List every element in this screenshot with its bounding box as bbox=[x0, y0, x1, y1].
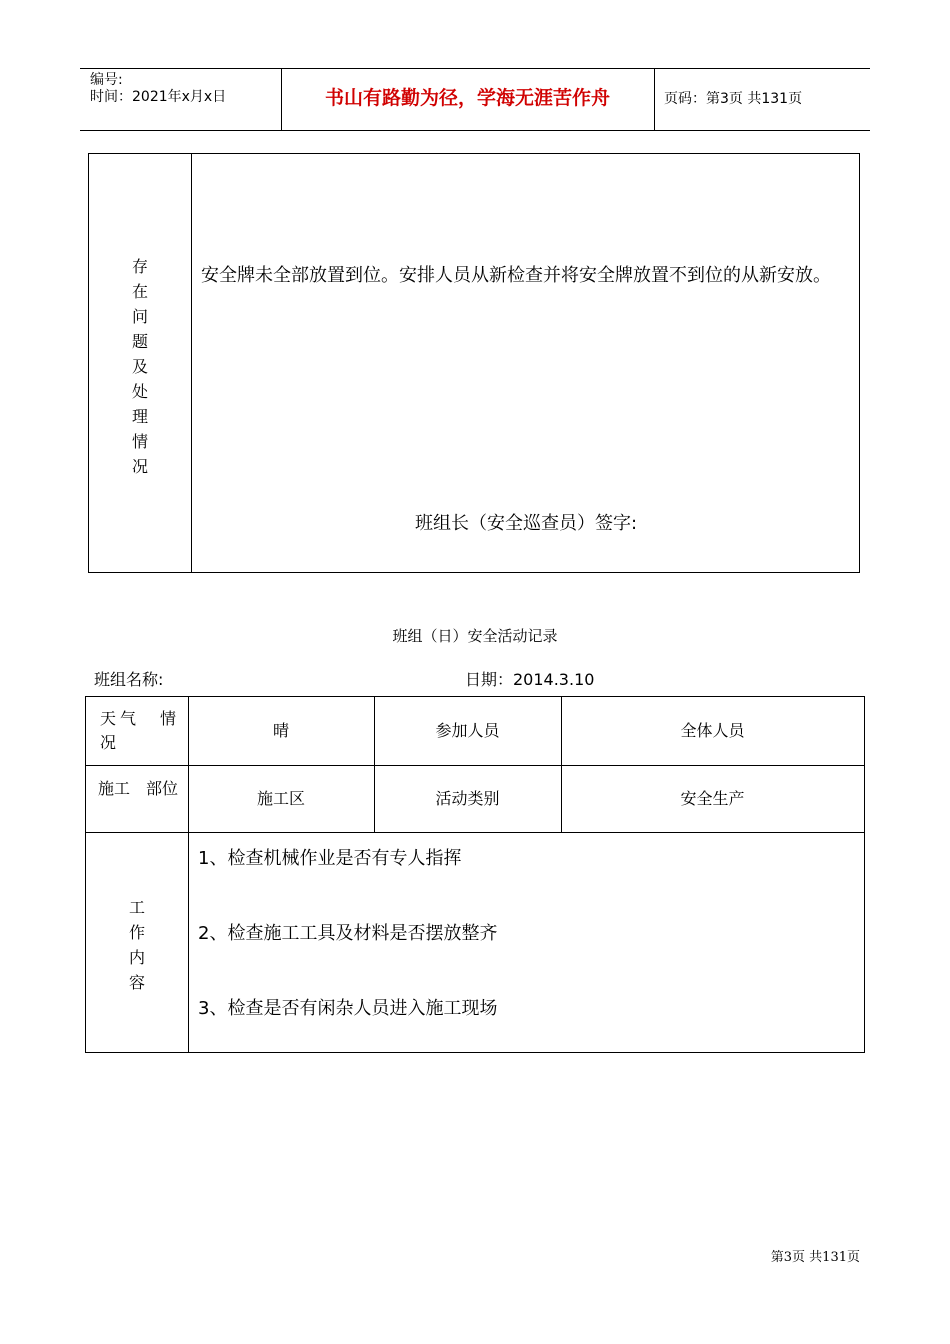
date-label: 日期：2014.3.10 bbox=[465, 670, 595, 689]
signature-label: 班组长（安全巡查员）签字: bbox=[414, 513, 638, 534]
activity-table bbox=[85, 696, 865, 1053]
table-divider bbox=[191, 154, 192, 572]
time-label: 时间：2021年x月x日 bbox=[90, 89, 227, 105]
number-label: 编号: bbox=[90, 72, 123, 88]
work-content-label: 工 作 内 容 bbox=[128, 898, 145, 992]
issues-label: 存 在 问 题 及 处 理 情 况 bbox=[131, 257, 148, 476]
motto: 书山有路勤为径，学海无涯苦作舟 bbox=[324, 87, 610, 109]
record-caption: 班组（日）安全活动记录 bbox=[392, 627, 558, 645]
participants-value: 全体人员 bbox=[680, 721, 745, 740]
location-label: 施工 部位 bbox=[98, 779, 179, 798]
page-header bbox=[80, 68, 870, 131]
work-item: 1、检查机械作业是否有专人指挥 bbox=[198, 848, 462, 869]
weather-label: 天气 情况 bbox=[100, 709, 176, 752]
header-divider bbox=[654, 69, 655, 130]
team-name-label: 班组名称: bbox=[94, 670, 164, 689]
page-info: 页码：第3页 共131页 bbox=[664, 91, 803, 107]
activity-type-value: 安全生产 bbox=[680, 788, 745, 808]
participants-label: 参加人员 bbox=[435, 721, 500, 740]
work-item: 3、检查是否有闲杂人员进入施工现场 bbox=[198, 998, 498, 1019]
footer-page-info: 第3页 共131页 bbox=[770, 1250, 860, 1265]
table-row-divider bbox=[86, 832, 864, 833]
location-value: 施工区 bbox=[256, 788, 305, 808]
issues-content: 安全牌未全部放置到位。安排人员从新检查并将安全牌放置不到位的从新安放。 bbox=[201, 265, 831, 286]
issues-table bbox=[88, 153, 860, 573]
work-item: 2、检查施工工具及材料是否摆放整齐 bbox=[198, 923, 498, 944]
activity-type-label: 活动类别 bbox=[435, 788, 500, 808]
weather-value: 晴 bbox=[272, 721, 289, 740]
